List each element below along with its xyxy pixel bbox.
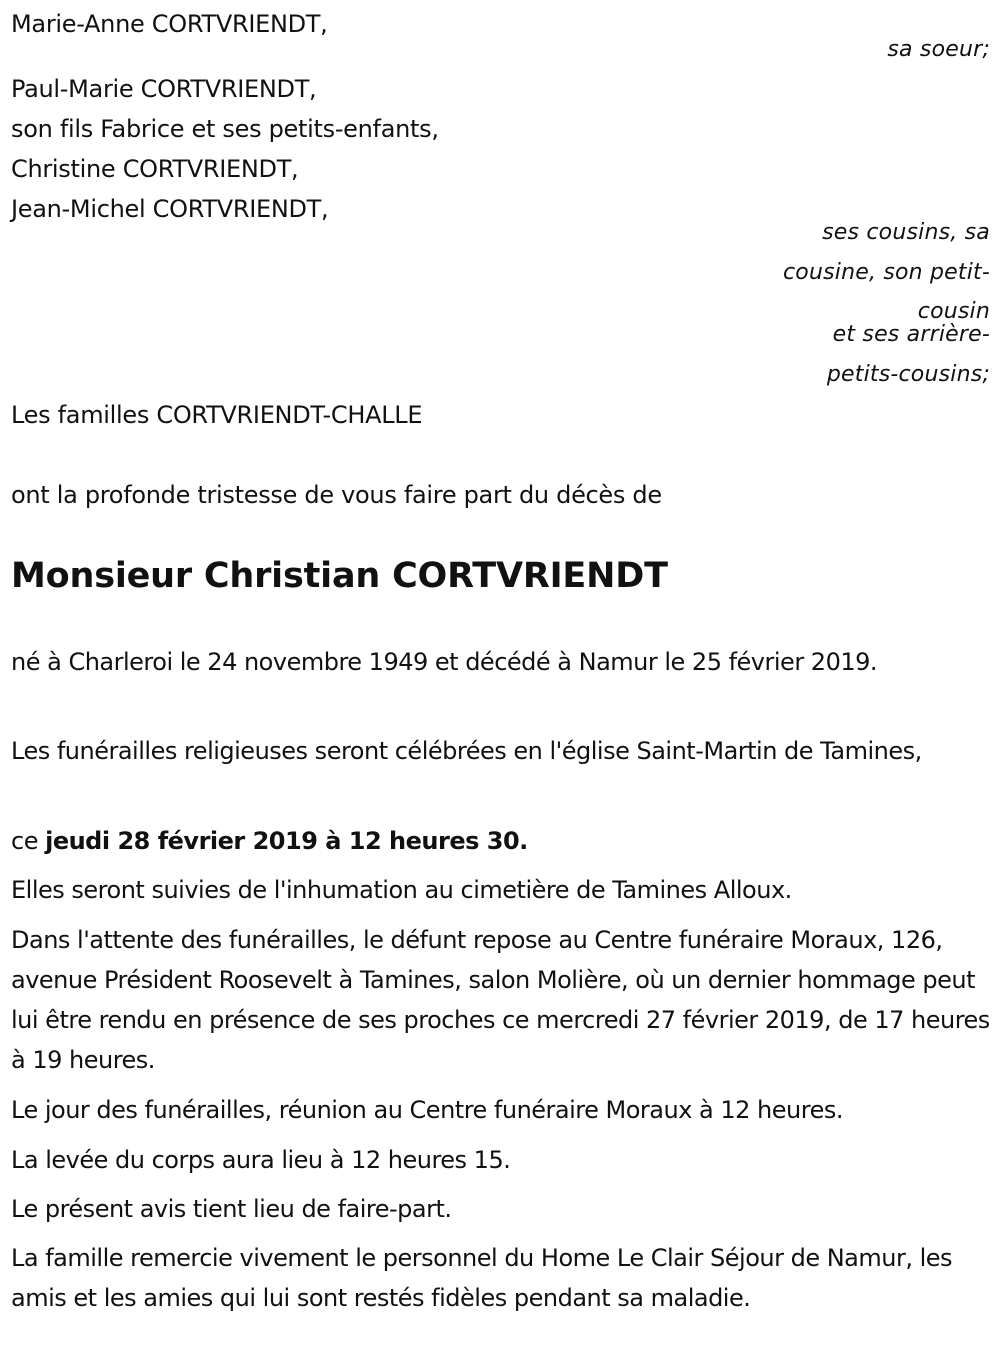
sister-name: Marie-Anne CORTVRIENDT, — [11, 10, 328, 38]
cousin-line: Paul-Marie CORTVRIENDT, — [11, 75, 317, 103]
funeral-place-paragraph: Les funérailles religieuses seront célébrées en l'église Saint-Martin de Tamines, — [11, 737, 922, 765]
cousins-role-line: petits-cousins; — [826, 362, 990, 387]
cousins-role-line: cousine, son petit- — [783, 260, 990, 285]
burial-paragraph: Elles seront suivies de l'inhumation au cimetière de Tamines Alloux. — [11, 876, 792, 904]
thanks-paragraph: La famille remercie vivement le personnel du Home Le Clair Séjour de Namur, les amis et les amies qui lui sont restés fidèles pendant sa maladie. — [11, 1244, 953, 1312]
viewing-paragraph: Dans l'attente des funérailles, le défunt repose au Centre funéraire Moraux, 126, avenue Président Roosevelt à Tamines, salon Molière, où un dernier hommage peut lui être rendu en présence de ses proches ce mercredi 27 février 2019, de 17 heures à 19 heures. — [11, 926, 990, 1074]
sister-role: sa soeur; — [887, 37, 990, 62]
levee-paragraph: La levée du corps aura lieu à 12 heures 15. — [11, 1146, 511, 1174]
meeting-paragraph: Le jour des funérailles, réunion au Centre funéraire Moraux à 12 heures. — [11, 1096, 843, 1124]
cousin-line: son fils Fabrice et ses petits-enfants, — [11, 115, 439, 143]
cousin-line: Jean-Michel CORTVRIENDT, — [11, 195, 329, 223]
birth-death-paragraph: né à Charleroi le 24 novembre 1949 et décédé à Namur le 25 février 2019. — [11, 648, 878, 676]
notice-paragraph: Le présent avis tient lieu de faire-part. — [11, 1195, 452, 1223]
funeral-time-prefix: ce — [11, 827, 46, 855]
cousin-line: Christine CORTVRIENDT, — [11, 155, 299, 183]
funeral-time-paragraph — [11, 821, 996, 861]
deceased-name: Monsieur Christian CORTVRIENDT — [11, 556, 668, 596]
families-line: Les familles CORTVRIENDT-CHALLE — [11, 401, 423, 429]
cousins-role-line: et ses arrière- — [832, 322, 990, 347]
funeral-time-bold: jeudi 28 février 2019 à 12 heures 30. — [45, 827, 528, 855]
cousins-role-line: cousin — [917, 299, 990, 324]
announcement: ont la profonde tristesse de vous faire part du décès de — [11, 481, 662, 509]
cousins-role-line: ses cousins, sa — [822, 220, 990, 245]
